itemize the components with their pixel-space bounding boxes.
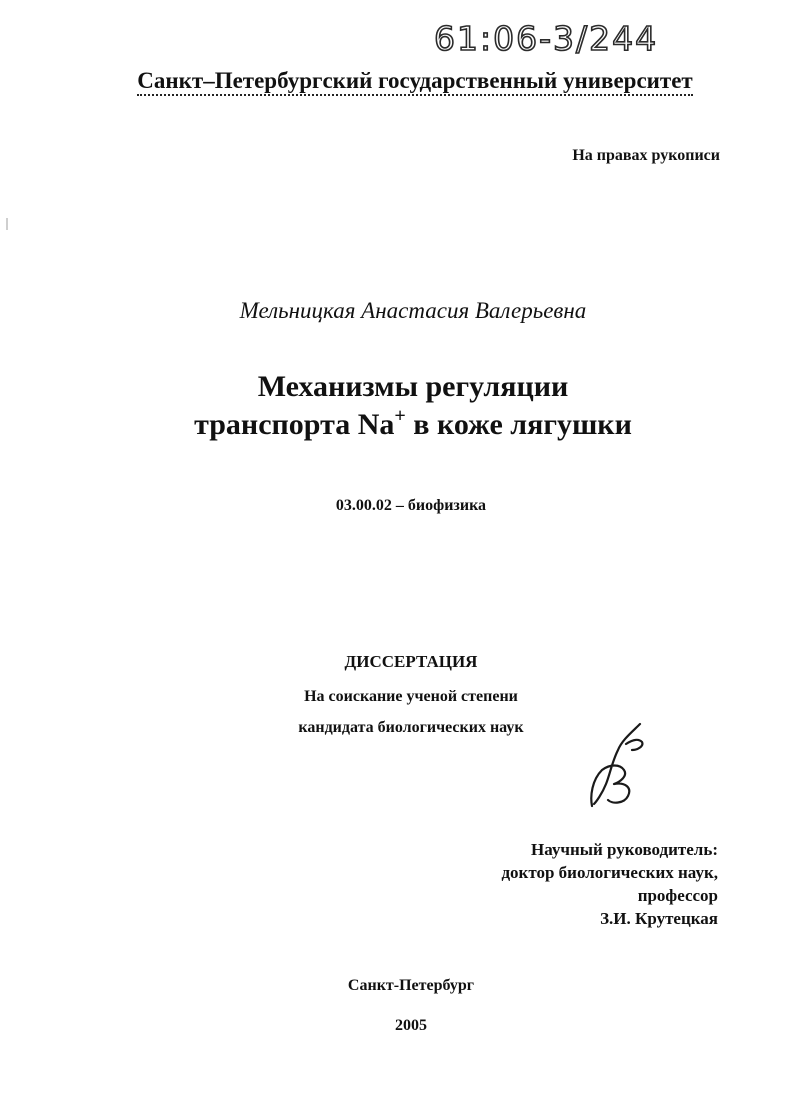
advisor-degree: доктор биологических наук, [501,863,718,882]
degree-line-1: На соискание ученой степени [304,688,518,705]
advisor-label: Научный руководитель: [531,840,718,859]
advisor-name: З.И. Крутецкая [600,909,718,928]
document-type: ДИССЕРТАЦИЯ [344,652,478,671]
year: 2005 [395,1017,427,1034]
author-name: Мельницкая Анастасия Валерьевна [239,298,587,323]
signature-icon [582,718,652,810]
title-line-1: Механизмы регуляции [257,370,569,403]
specialty-code: 03.00.02 – биофизика [335,497,487,514]
city: Санкт-Петербург [347,977,475,994]
university-name: Санкт–Петербургский государственный университет [0,68,794,94]
scientific-advisor [501,838,718,930]
handwritten-archive-code [428,14,658,60]
degree-line-2: кандидата биологических наук [298,719,524,736]
svg-text:61:06-3/244: 61:06-3/244 [434,19,658,58]
manuscript-rights-note: На правах рукописи [572,147,720,164]
scan-edge-mark [6,218,8,230]
advisor-rank: профессор [637,886,718,905]
title-line-2: транспорта Na+ в коже лягушки [194,405,632,441]
thesis-title [0,368,794,444]
